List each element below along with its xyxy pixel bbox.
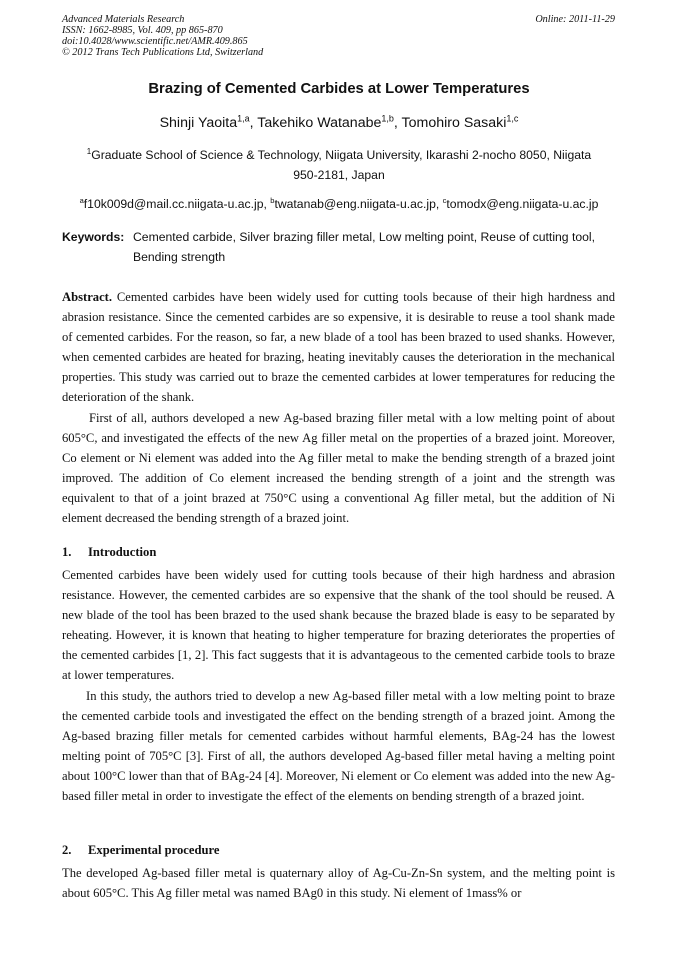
- email-address[interactable]: f10k009d@mail.cc.niigata-u.ac.jp: [83, 197, 264, 211]
- issn-line: ISSN: 1662-8985, Vol. 409, pp 865-870: [62, 25, 223, 36]
- affiliation-mark: 1: [86, 146, 92, 156]
- keywords-label: Keywords:: [62, 230, 125, 244]
- journal-name: Advanced Materials Research: [62, 14, 185, 25]
- author-affiliation-mark: 1,b: [381, 113, 394, 124]
- experimental-paragraph-1: The developed Ag-based filler metal is quaternary alloy of Ag-Cu-Zn-Sn system, and the melting point is about 605°C. This Ag filler metal was named BAg0 in this study. Ni element of 1mass% or: [62, 866, 615, 901]
- email-mark: c: [442, 195, 447, 205]
- abstract-paragraph-2: First of all, authors developed a new Ag-based brazing filler metal with a low melting point of about 605°C, and investigated the effects of the new Ag filler metal on the properties of a brazed joint. Moreover, Co element or Ni element was added into the Ag filler metal to make the bending strength of a brazed joint improved. The addition of Co element increased the bending strength of a joint and the strength was equivalent to that of a joint brazed at 750°C using a conventional Ag filler metal, but the addition of Ni element decreased the bending strength of a brazed joint.: [62, 410, 615, 526]
- keywords-text: Cemented carbide, Silver brazing filler metal, Low melting point, Reuse of cutting tool, Bending strength: [133, 230, 596, 264]
- email-address[interactable]: twatanab@eng.niigata-u.ac.jp: [274, 197, 436, 211]
- online-date: Online: 2011-11-29: [535, 14, 615, 25]
- experimental-body: [62, 863, 615, 903]
- author-name: Tomohiro Sasaki: [401, 115, 507, 131]
- abstract: [62, 287, 615, 528]
- email-address[interactable]: tomodx@eng.niigata-u.ac.jp: [446, 197, 599, 211]
- abstract-label: Abstract.: [62, 290, 113, 304]
- email-mark: a: [79, 195, 84, 205]
- author-affiliation-mark: 1,c: [506, 113, 519, 124]
- author-affiliation-mark: 1,a: [237, 113, 250, 124]
- section-title: Experimental procedure: [88, 843, 220, 857]
- author-name: Takehiko Watanabe: [257, 115, 382, 131]
- copyright-line: © 2012 Trans Tech Publications Ltd, Switzerland: [62, 47, 264, 58]
- journal-header: [62, 14, 263, 58]
- author-name: Shinji Yaoita: [159, 115, 238, 131]
- section-heading-experimental: [62, 843, 219, 858]
- doi-line: doi:10.4028/www.scientific.net/AMR.409.865: [62, 36, 248, 47]
- section-heading-introduction: [62, 545, 156, 560]
- affiliation: [62, 145, 616, 185]
- section-number: 1.: [62, 545, 72, 559]
- email-mark: b: [270, 195, 275, 205]
- email-list: $^a$f10k009d@mail.cc.niigata-u.ac.jp, $^b$twatanab@eng.niigata-u.ac.jp, $^c$tomodx@eng.niigata-u.ac.jp: [79, 195, 599, 211]
- section-number: 2.: [62, 843, 72, 857]
- introduction-body: [62, 565, 615, 806]
- author-list: Shinji Yaoita$^{1,a}$, Takehiko Watanabe$^{1,b}$, Tomohiro Sasaki$^{1,c}$: [159, 113, 519, 131]
- introduction-paragraph-2: In this study, the authors tried to develop a new Ag-based filler metal with a low melting point to braze the cemented carbide tools and investigated the effect on the bending strength of a brazed joint. Among the Ag-based brazing filler metals for cemented carbides without harmful elements, BAg-24 has the lowest melting point of 705°C [3]. First of all, the authors developed Ag-based filler metal having a melting point about 100°C lower than that of BAg-24 [4]. Moreover, Ni element or Co element was added into the new Ag-based filler metal in order to investigate the effect of the elements on bending strength of a brazed joint.: [62, 688, 615, 804]
- affiliation-line-1: Graduate School of Science & Technology, Niigata University, Ikarashi 2-nocho 8050, Niigata: [91, 148, 592, 162]
- paper-title: Brazing of Cemented Carbides at Lower Temperatures: [148, 81, 530, 97]
- introduction-paragraph-1: Cemented carbides have been widely used for cutting tools because of their high hardness and abrasion resistance. However, the cemented carbides are so expensive that the shank of the tool should be reused. A new blade of the tool has been brazed to the used shank because the brazed blade is easy to be separated by reheating. However, it is known that heating to higher temperature for brazing deteriorates the properties of the cemented carbides [1, 2]. This fact suggests that it is advantageous to the cemented carbide tools to braze at lower temperatures.: [62, 568, 615, 683]
- affiliation-line-2: 950-2181, Japan: [293, 168, 385, 182]
- section-title: Introduction: [88, 545, 157, 559]
- abstract-paragraph-1: Cemented carbides have been widely used for cutting tools because of their high hardness and abrasion resistance. Since the cemented carbides are so expensive, it is desirable to reuse a tool shank made of cemented carbides. For the reason, so far, a new blade of a tool has been brazed to used shanks. However, when cemented carbides are heated for brazing, heating inevitably causes the deterioration in the mechanical properties. This study was carried out to braze the cemented carbides at lower temperatures for reducing the deterioration of the shank.: [62, 290, 615, 405]
